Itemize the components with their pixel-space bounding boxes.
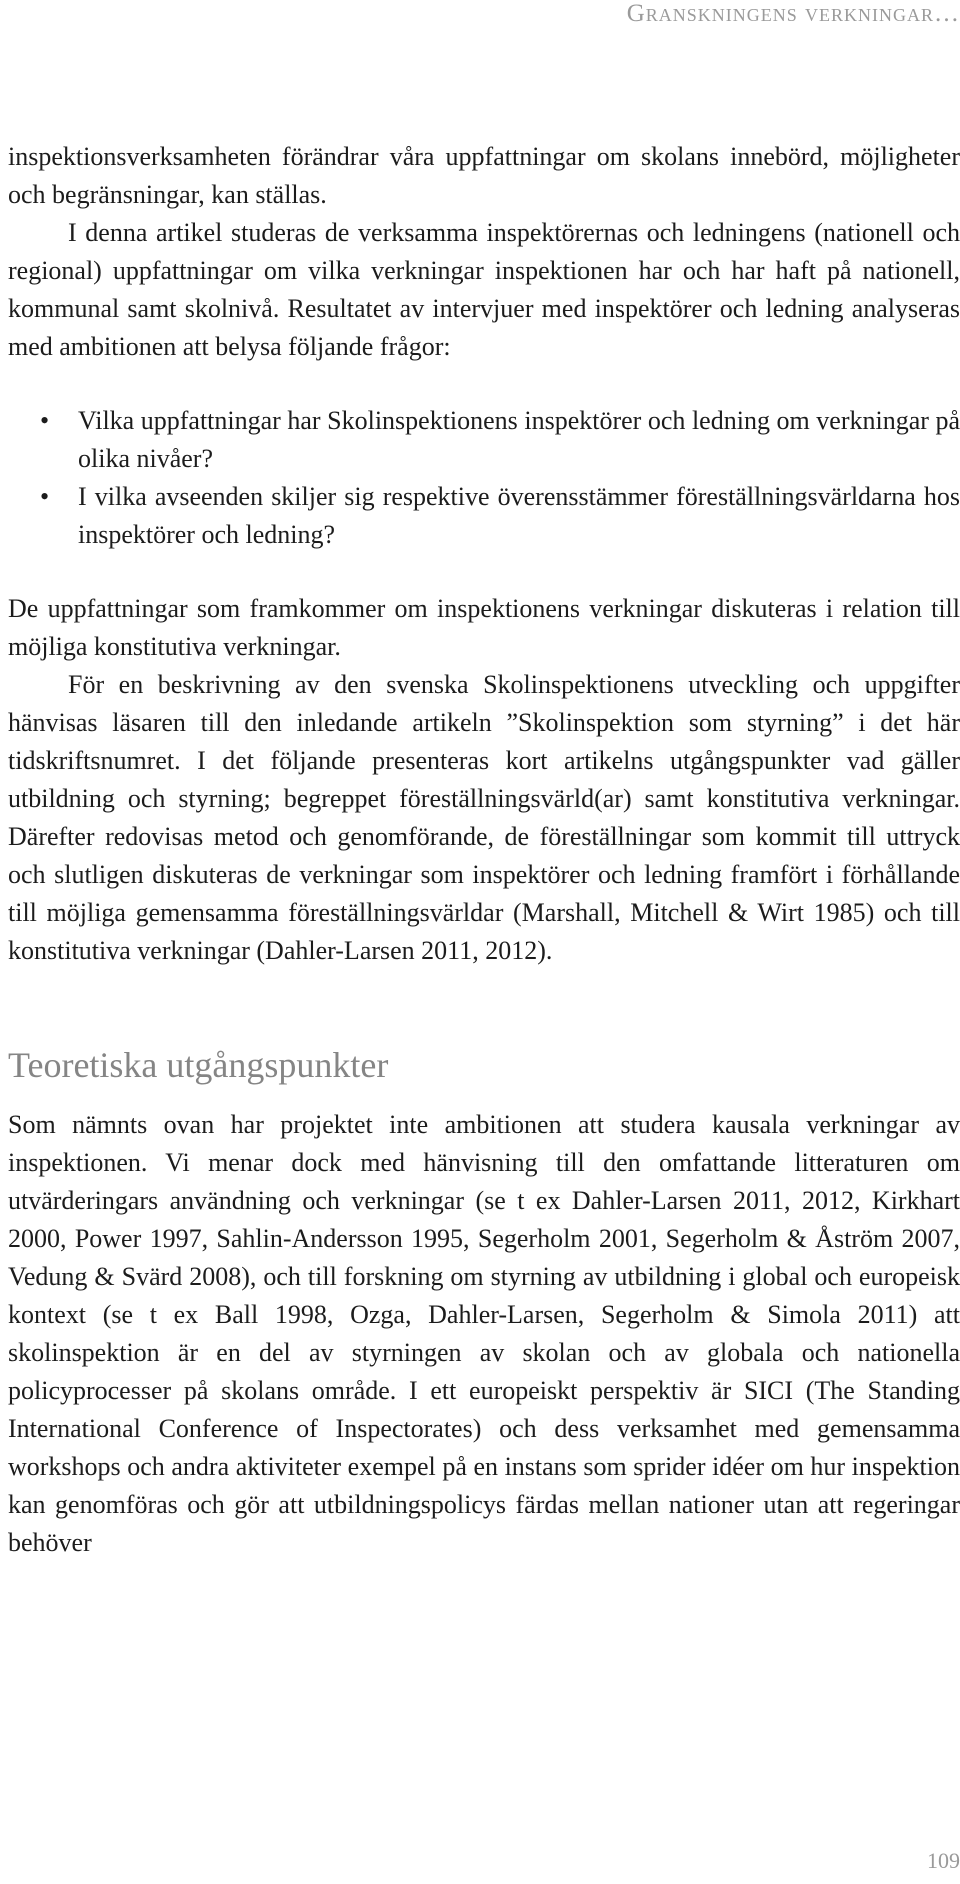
bullet-icon: • <box>40 482 50 511</box>
section-heading: Teoretiska utgångspunkter <box>8 1045 389 1085</box>
paragraph-continued: inspektionsverksamheten förändrar våra uppfattningar om skolans innebörd, möjligheter och begränsningar, kan ställas. <box>8 142 960 209</box>
bullet-icon: • <box>40 406 50 435</box>
paragraph-outline: För en beskrivning av den svenska Skolinspektionens utveckling och uppgifter hänvisas läsaren till den inledande artikeln ”Skolinspektion som styrning” i det här tidskriftsnumret. I det följande presenteras kort artikelns utgångspunkter vad gäller utbildning och styrning; begreppet föreställningsvärld(ar) samt konstitutiva verkningar. Därefter redovisas metod och genomförande, de föreställningar som kommit till uttryck och slutligen diskuteras de verkningar som inspektörer och ledning framfört i förhållande till möjliga gemensamma föreställningsvärldar (Marshall, Mitchell & Wirt 1985) och till konstitutiva verkningar (Dahler-Larsen 2011, 2012). <box>8 670 960 965</box>
paragraph-discussion: De uppfattningar som framkommer om inspektionens verkningar diskuteras i relation till möjliga konstitutiva verkningar. <box>8 594 960 661</box>
running-head: Granskningens verkningar… <box>626 0 960 27</box>
list-item <box>40 478 960 554</box>
list-item-text: Vilka uppfattningar har Skolinspektionens inspektörer och ledning om verkningar på olika nivåer? <box>78 406 960 473</box>
paragraph-theory: Som nämnts ovan har projektet inte ambitionen att studera kausala verkningar av inspektionen. Vi menar dock med hänvisning till den omfattande litteraturen om utvärderingars användning och verkningar (se t ex Dahler-Larsen 2011, 2012, Kirkhart 2000, Power 1997, Sahlin-Andersson 1995, Segerholm 2001, Segerholm & Åström 2007, Vedung & Svärd 2008), och till forskning om styrning av utbildning i global och europeisk kontext (se t ex Ball 1998, Ozga, Dahler-Larsen, Segerholm & Simola 2011) att skolinspektion är en del av styrningen av skolan och av globala och nationella policyprocesser på skolans område. I ett europeiskt perspektiv är SICI (The Standing International Conference of Inspectorates) och dess verksamhet med gemensamma workshops och andra aktiviteter exempel på en instans som sprider idéer om hur inspektion kan genomföras och gör att utbildningspolicys färdas mellan nationer utan att regeringar behöver <box>8 1110 960 1557</box>
body-text <box>8 138 960 1562</box>
list-item-text: I vilka avseenden skiljer sig respektive överensstämmer föreställningsvärldarna hos inspektörer och ledning? <box>78 482 960 549</box>
page-number: 109 <box>927 1848 960 1873</box>
research-questions-list <box>8 402 960 554</box>
paragraph-aims: I denna artikel studeras de verksamma inspektörernas och ledningens (nationell och regional) uppfattningar om vilka verkningar inspektionen har och har haft på nationell, kommunal samt skolnivå. Resultatet av intervjuer med inspektörer och ledning analyseras med ambitionen att belysa följande frågor: <box>8 218 960 361</box>
list-item <box>40 402 960 478</box>
